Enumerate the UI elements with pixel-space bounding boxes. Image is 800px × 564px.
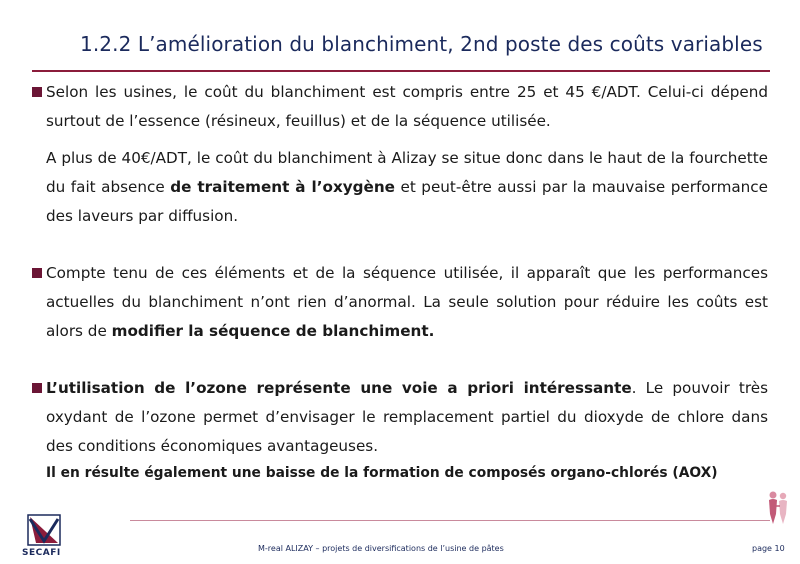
paragraph-2-bold: de traitement à l’oxygène — [170, 178, 395, 196]
title-divider — [32, 70, 770, 72]
slide-title: 1.2.2 L’amélioration du blanchiment, 2nd poste des coûts variables — [80, 32, 763, 56]
bullet-square-icon — [32, 268, 42, 278]
paragraph-2-pre: A plus de 40€/ADT, le coût du blanchiment à Alizay se situe donc dans le haut de la fourchette du fait absence — [46, 149, 768, 196]
bullet-3-post: . Le pouvoir très oxydant de l’ozone permet d’envisager le remplacement partiel du dioxyde de chlore dans des conditions économiques avantageuses. — [46, 379, 768, 455]
slide-content — [32, 78, 768, 483]
bullet-square-icon — [32, 383, 42, 393]
bullet-1-text: Selon les usines, le coût du blanchiment est compris entre 25 et 45 €/ADT. Celui-ci dépend surtout de l’essence (résineux, feuillus) et de la séquence utilisée. — [46, 83, 768, 130]
bullet-2-bold: modifier la séquence de blanchiment. — [111, 322, 435, 340]
bullet-3-bold: L’utilisation de l’ozone représente une voie a priori intéressante — [46, 379, 632, 397]
people-figure-icon — [764, 490, 792, 526]
bullet-paragraph-2 — [32, 259, 768, 346]
paragraph-2-post: et peut-être aussi par la mauvaise performance des laveurs par diffusion. — [46, 178, 768, 225]
footer-text: M-real ALIZAY – projets de diversifications de l’usine de pâtes — [258, 544, 504, 553]
bullet-square-icon — [32, 87, 42, 97]
bullet-paragraph-3 — [32, 374, 768, 461]
aox-note: Il en résulte également une baisse de la formation de composés organo-chlorés (AOX) — [46, 465, 718, 481]
bullet-paragraph-1 — [32, 78, 768, 136]
bullet-2-pre: Compte tenu de ces éléments et de la séquence utilisée, il apparaît que les performances actuelles du blanchiment n’ont rien d’anormal. La seule solution pour réduire les coûts est alors de — [46, 264, 768, 340]
paragraph-2 — [32, 144, 768, 231]
footer-divider — [130, 520, 770, 521]
page-number: page 10 — [752, 544, 785, 553]
logo-label: SECAFI — [22, 548, 61, 558]
